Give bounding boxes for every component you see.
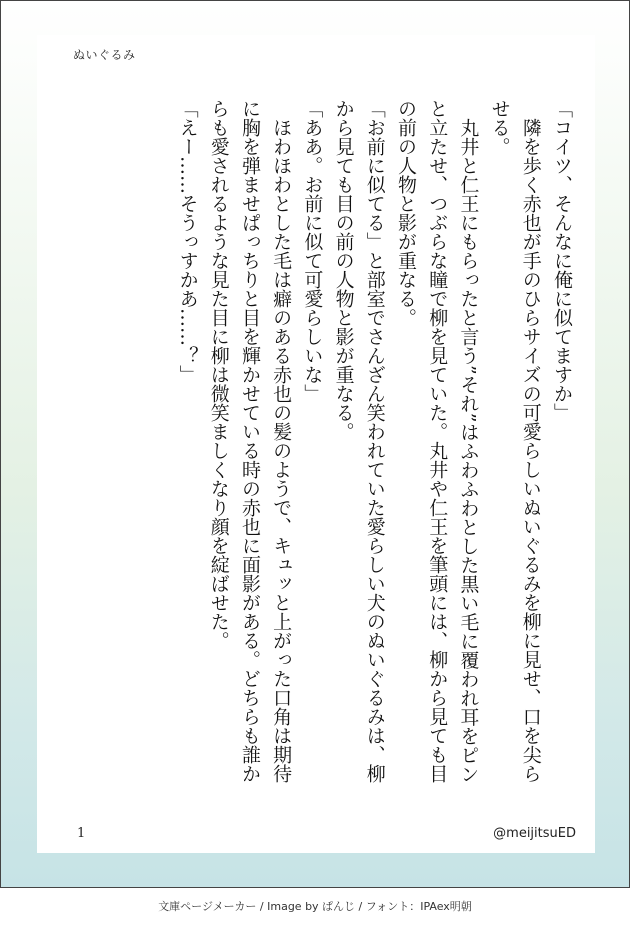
author-handle: @meijitsuED [493,826,576,841]
credits-footer: 文庫ページメーカー / Image by ぱんじ / フォント：IPAex明朝 [158,900,472,913]
page-number: 1 [77,826,86,841]
paragraph: 丸井と仁王にもらったと言う”それ”はふわふわとした黒い毛に覆われ耳をピンと立たせ、つぶらな瞳で柳を見ていた。丸井や仁王を筆頭には、柳から見ても目の前の人物と影が重なる。 [394,99,480,784]
running-head-title: ぬいぐるみ [73,48,136,62]
paragraph: ほわほわとした毛は癖のある赤也の髪のようで、キュッと上がった口角は期待に胸を弾ませぱっちりと目を輝かせている時の赤也に面影がある。どちらも誰からも愛されるような見た目に柳は微笑ましくなり顔を綻ばせた。 [207,99,293,783]
paragraph: 隣を歩く赤也が手のひらサイズの可愛らしいぬいぐるみを柳に見せ、口を尖らせる。 [488,99,542,783]
paragraph: 「ああ。お前に似て可愛らしいな」 [301,99,324,403]
vertical-body-text [87,99,577,799]
paragraph: 「お前に似てる」と部室でさんざん笑われていた愛らしい犬のぬいぐるみは、柳から見ても目の前の人物と影が重なる。 [332,99,386,783]
paragraph: 「えー……そうっすかあ……？」 [176,99,199,384]
paragraph: 「コイツ、そんなに俺に似てますか」 [551,99,573,422]
